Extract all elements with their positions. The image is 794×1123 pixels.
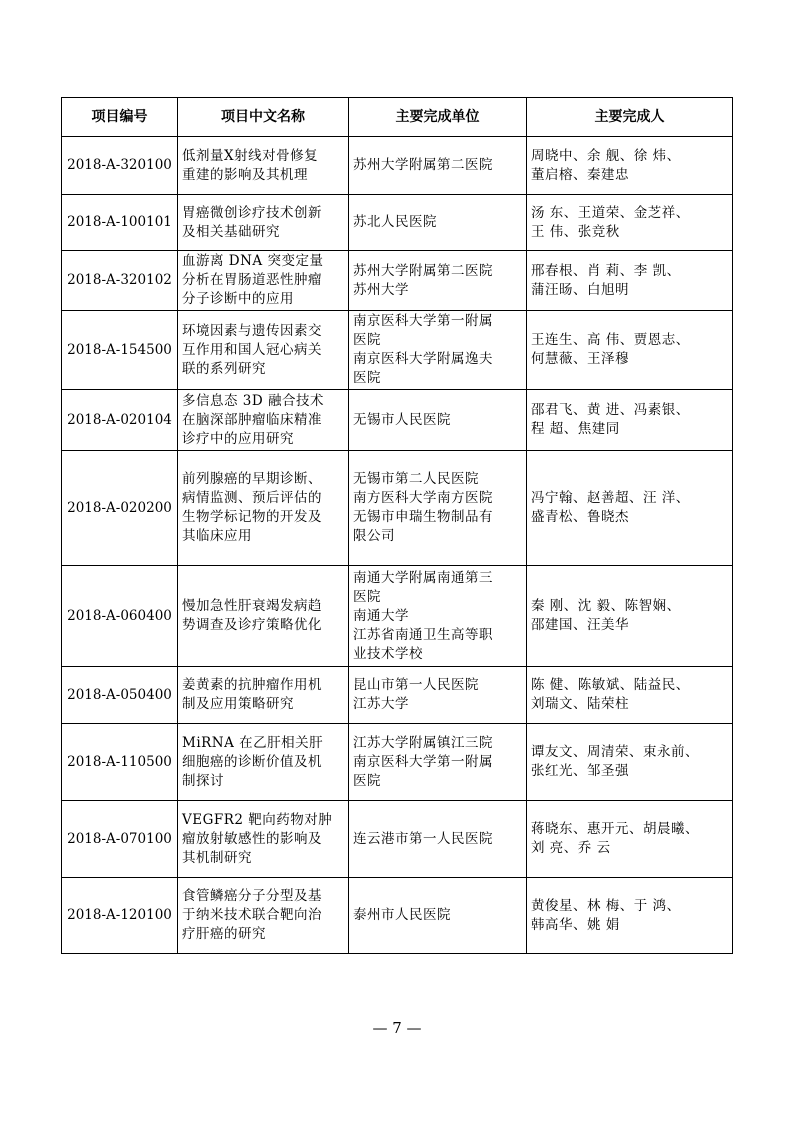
main-units-cell [349, 724, 527, 801]
main-units-cell-line: 连云港市第一人民医院 [353, 830, 493, 847]
project-name-cell-line: 姜黄素的抗肿瘤作用机 [182, 677, 322, 693]
project-name-cell [178, 667, 349, 724]
main-people-cell [527, 801, 733, 878]
main-people-cell-line: 秦 刚、沈 毅、陈智娴、 [531, 598, 681, 614]
project-code-cell: 2018-A-050400 [62, 667, 178, 724]
project-code-cell: 2018-A-070100 [62, 801, 178, 878]
main-people-cell-line: 周晓中、余 舰、徐 炜、 [531, 147, 681, 164]
project-name-cell [178, 451, 349, 566]
project-name-cell-line: 制及应用策略研究 [182, 696, 294, 712]
table-row [62, 566, 733, 667]
project-code-cell: 2018-A-320100 [62, 137, 178, 195]
main-people-cell-line: 蒲汪旸、白旭明 [531, 281, 629, 298]
main-units-cell [349, 566, 527, 667]
project-name-cell-line: 疗肝癌的研究 [182, 926, 266, 942]
header-main-units: 主要完成单位 [349, 98, 527, 137]
main-people-cell [527, 724, 733, 801]
main-people-cell-line: 谭友文、周清荣、束永前、 [531, 744, 699, 760]
main-people-cell [527, 667, 733, 724]
project-code-cell: 2018-A-154500 [62, 311, 178, 390]
main-units-cell-line: 泰州市人民医院 [353, 907, 451, 923]
main-units-cell-line: 南京医科大学第一附属 [353, 753, 493, 770]
main-people-cell-line: 张红光、邹圣强 [531, 763, 629, 779]
project-name-cell [178, 137, 349, 195]
main-units-cell-line: 业技术学校 [353, 645, 423, 662]
main-units-cell-line: 苏州大学 [353, 281, 409, 298]
project-name-cell-line: 联的系列研究 [182, 360, 266, 377]
table-row [62, 390, 733, 451]
main-people-cell-line: 何慧薇、王泽穆 [531, 351, 629, 367]
table-row [62, 724, 733, 801]
main-units-cell-line: 昆山市第一人民医院 [353, 677, 479, 693]
main-people-cell [527, 878, 733, 954]
main-units-cell-line: 南京医科大学附属逸夫 [353, 351, 493, 367]
project-code-cell: 2018-A-320102 [62, 251, 178, 311]
project-code-cell: 2018-A-020200 [62, 451, 178, 566]
page-number: — 7 — [372, 1019, 422, 1037]
main-units-cell-line: 南方医科大学南方医院 [353, 490, 493, 506]
main-people-cell-line: 邵君飞、黄 进、冯素银、 [531, 402, 690, 418]
main-units-cell-line: 南通大学 [353, 607, 409, 624]
project-code-cell: 2018-A-020104 [62, 390, 178, 451]
table-row [62, 801, 733, 878]
project-name-cell-line: 分析在胃肠道恶性肿瘤 [182, 272, 322, 288]
main-units-cell-line: 苏州大学附属第二医院 [353, 157, 493, 173]
project-name-cell-line: 血游离 DNA 突变定量 [182, 253, 324, 269]
main-people-cell [527, 251, 733, 311]
main-units-cell-line: 医院 [353, 332, 381, 348]
main-units-cell [349, 195, 527, 251]
project-code-cell: 2018-A-110500 [62, 724, 178, 801]
project-name-cell-line: 食管鳞癌分子分型及基 [182, 888, 322, 904]
project-name-cell-line: 前列腺癌的早期诊断、 [182, 471, 322, 487]
main-units-cell [349, 801, 527, 878]
main-people-cell [527, 195, 733, 251]
main-people-cell [527, 451, 733, 566]
project-name-cell [178, 724, 349, 801]
main-people-cell-line: 冯宁翰、赵善超、汪 洋、 [531, 490, 690, 506]
table-row [62, 878, 733, 954]
project-name-cell-line: 胃癌微创诊疗技术创新 [182, 204, 322, 221]
project-name-cell-line: 制探讨 [182, 772, 224, 789]
project-name-cell [178, 801, 349, 878]
main-units-cell-line: 医院 [353, 772, 381, 789]
table-body [62, 137, 733, 954]
project-name-cell [178, 251, 349, 311]
table-row [62, 667, 733, 724]
project-name-cell [178, 390, 349, 451]
main-units-cell-line: 江苏大学附属镇江三院 [353, 734, 493, 751]
project-name-cell-line: VEGFR2 靶向药物对肿 [182, 811, 333, 828]
table-row [62, 137, 733, 195]
main-people-cell-line: 王连生、高 伟、贾恩志、 [531, 332, 690, 348]
project-name-cell-line: 环境因素与遗传因素交 [182, 322, 322, 339]
project-name-cell [178, 311, 349, 390]
main-units-cell [349, 878, 527, 954]
main-people-cell-line: 汤 东、王道荣、金芝祥、 [531, 204, 690, 221]
main-people-cell-line: 蒋晓东、惠开元、胡晨曦、 [531, 821, 699, 837]
table-row [62, 251, 733, 311]
main-people-cell-line: 盛青松、鲁晓杰 [531, 509, 629, 525]
main-units-cell-line: 无锡市第二人民医院 [353, 471, 479, 487]
main-people-cell-line: 邵建国、汪美华 [531, 617, 629, 633]
header-main-people: 主要完成人 [527, 98, 733, 137]
main-people-cell-line: 黄俊星、林 梅、于 鸿、 [531, 897, 681, 914]
main-people-cell-line: 刘 亮、乔 云 [531, 840, 611, 856]
main-units-cell [349, 251, 527, 311]
table-row [62, 311, 733, 390]
project-name-cell-line: 重建的影响及其机理 [182, 166, 308, 183]
main-people-cell-line: 韩高华、姚 娟 [531, 916, 620, 933]
project-name-cell-line: 生物学标记物的开发及 [182, 509, 322, 525]
main-units-cell-line: 医院 [353, 588, 381, 605]
project-name-cell [178, 195, 349, 251]
project-code-cell: 2018-A-060400 [62, 566, 178, 667]
project-name-cell-line: 细胞癌的诊断价值及机 [182, 753, 322, 770]
main-people-cell [527, 390, 733, 451]
main-people-cell [527, 311, 733, 390]
project-name-cell [178, 566, 349, 667]
main-units-cell [349, 390, 527, 451]
project-name-cell-line: 其机制研究 [182, 849, 252, 866]
main-units-cell-line: 南京医科大学第一附属 [353, 313, 493, 329]
project-name-cell-line: 瘤放射敏感性的影响及 [182, 830, 322, 847]
main-people-cell [527, 137, 733, 195]
main-units-cell-line: 南通大学附属南通第三 [353, 569, 493, 586]
project-name-cell-line: 其临床应用 [182, 528, 252, 544]
main-units-cell [349, 667, 527, 724]
main-units-cell-line: 江苏省南通卫生高等职 [353, 626, 493, 643]
main-units-cell [349, 137, 527, 195]
main-units-cell-line: 无锡市申瑞生物制品有 [353, 509, 493, 525]
main-units-cell [349, 311, 527, 390]
project-name-cell-line: 及相关基础研究 [182, 223, 280, 240]
project-name-cell-line: 多信息态 3D 融合技术 [182, 392, 324, 409]
project-name-cell-line: 势调查及诊疗策略优化 [182, 617, 322, 633]
project-name-cell-line: 病情监测、预后评估的 [182, 490, 322, 506]
project-name-cell-line: 慢加急性肝衰竭发病趋 [182, 598, 322, 614]
main-units-cell [349, 451, 527, 566]
table-row [62, 451, 733, 566]
project-name-cell-line: MiRNA 在乙肝相关肝 [182, 734, 324, 751]
main-units-cell-line: 限公司 [353, 528, 395, 544]
main-units-cell-line: 医院 [353, 370, 381, 386]
main-people-cell-line: 程 超、焦建同 [531, 421, 620, 437]
main-people-cell-line: 邢春根、肖 莉、李 凯、 [531, 262, 681, 279]
main-units-cell-line: 苏州大学附属第二医院 [353, 262, 493, 279]
main-people-cell-line: 王 伟、张竞秋 [531, 223, 620, 240]
project-name-cell-line: 分子诊断中的应用 [182, 291, 294, 307]
main-people-cell-line: 刘瑞文、陆荣柱 [531, 696, 629, 712]
project-name-cell-line: 于纳米技术联合靶向治 [182, 907, 322, 923]
main-units-cell-line: 江苏大学 [353, 696, 409, 712]
project-name-cell-line: 互作用和国人冠心病关 [182, 341, 322, 358]
main-people-cell-line: 陈 健、陈敏斌、陆益民、 [531, 677, 690, 693]
header-project-name: 项目中文名称 [178, 98, 349, 137]
project-name-cell-line: 在脑深部肿瘤临床精准 [182, 411, 322, 428]
main-units-cell-line: 无锡市人民医院 [353, 411, 451, 428]
awards-table [61, 97, 733, 954]
main-people-cell-line: 董启榕、秦建忠 [531, 166, 629, 183]
table-header-row [62, 98, 733, 137]
table-row [62, 195, 733, 251]
project-code-cell: 2018-A-120100 [62, 878, 178, 954]
project-name-cell [178, 878, 349, 954]
project-code-cell: 2018-A-100101 [62, 195, 178, 251]
main-people-cell [527, 566, 733, 667]
project-name-cell-line: 低剂量X射线对骨修复 [182, 147, 319, 164]
main-units-cell-line: 苏北人民医院 [353, 214, 437, 230]
project-name-cell-line: 诊疗中的应用研究 [182, 430, 294, 447]
header-project-code: 项目编号 [62, 98, 178, 137]
